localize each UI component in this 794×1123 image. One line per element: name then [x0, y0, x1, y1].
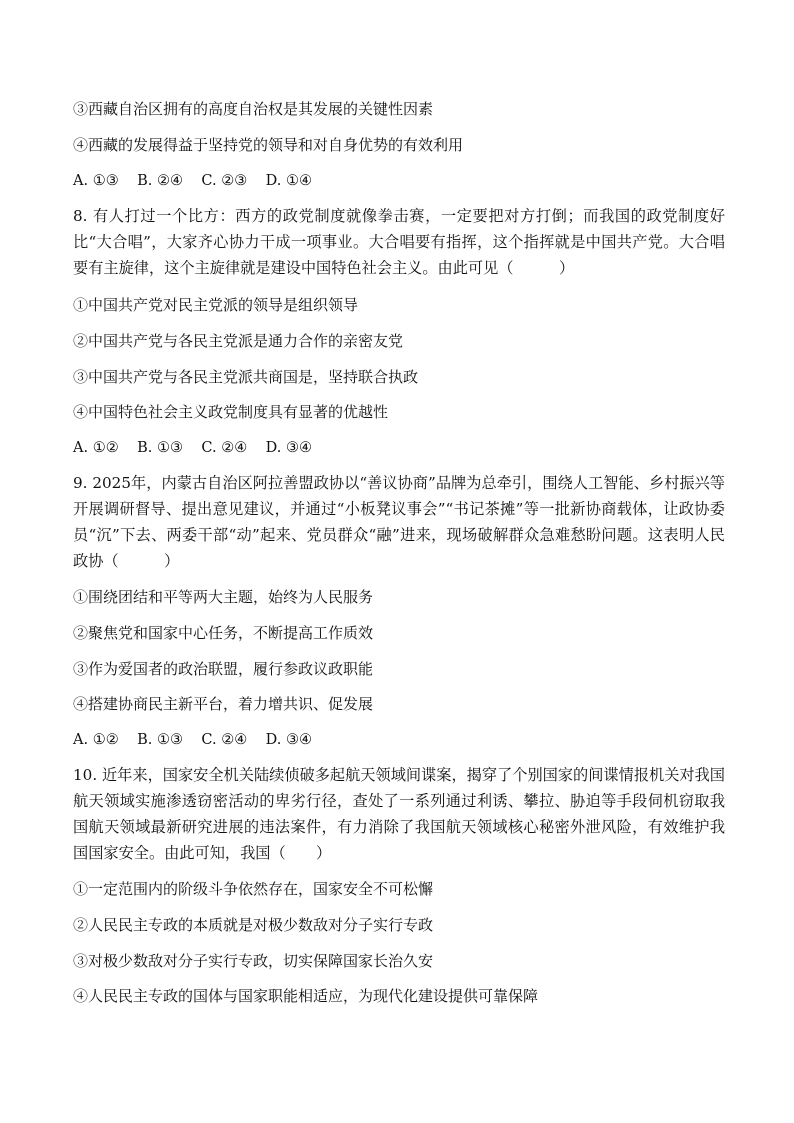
- q9-option-1: ①围绕团结和平等两大主题，始终为人民服务: [73, 588, 374, 606]
- q7-answer-choices: A. ①③ B. ②④ C. ②③ D. ①④: [73, 173, 312, 189]
- q9-answer-choices: A. ①② B. ①③ C. ②④ D. ③④: [73, 732, 312, 748]
- q9-option-2: ②聚焦党和国家中心任务，不断提高工作质效: [73, 624, 374, 642]
- q10-stem: 10. 近年来，国家安全机关陆续侦破多起航天领域间谍案，揭穿了个别国家的间谍情报机关对我国航天领域实施渗透窃密活动的卑劣行径，查处了一系列通过利诱、攀拉、胁迫等手段伺机窃取我国航天领域最新研究进展的违法案件，有力消除了我国航天领域核心秘密外泄风险，有效维护我国国家安全。由此可知，我国（ ）: [73, 766, 725, 862]
- q7-option-4: ④西藏的发展得益于坚持党的领导和对自身优势的有效利用: [73, 136, 464, 154]
- q9-stem: 9. 2025年，内蒙古自治区阿拉善盟政协以“善议协商”品牌为总牵引，围绕人工智能、乡村振兴等开展调研督导、提出意见建议，并通过“小板凳议事会”“书记茶摊”等一批新协商载体，让政协委员“沉”下去、两委干部“动”起来、党员群众“融”进来，现场破解群众急难愁盼问题。这表明人民政协（ ）: [73, 474, 725, 570]
- q10-option-2: ②人民民主专政的本质就是对极少数敌对分子实行专政: [73, 916, 434, 934]
- q8-stem: 8. 有人打过一个比方：西方的政党制度就像拳击赛，一定要把对方打倒；而我国的政党制度好比“大合唱”，大家齐心协力干成一项事业。大合唱要有指挥，这个指挥就是中国共产党。大合唱要有主旋律，这个主旋律就是建设中国特色社会主义。由此可见（ ）: [73, 207, 725, 277]
- q7-option-3: ③西藏自治区拥有的高度自治权是其发展的关键性因素: [73, 100, 434, 118]
- q8-option-2: ②中国共产党与各民主党派是通力合作的亲密友党: [73, 332, 404, 350]
- q9-option-4: ④搭建协商民主新平台，着力增共识、促发展: [73, 695, 374, 713]
- q10-option-4: ④人民民主专政的国体与国家职能相适应，为现代化建设提供可靠保障: [73, 987, 539, 1005]
- q10-option-3: ③对极少数敌对分子实行专政，切实保障国家长治久安: [73, 952, 434, 970]
- q9-option-3: ③作为爱国者的政治联盟，履行参政议政职能: [73, 660, 374, 678]
- q8-option-3: ③中国共产党与各民主党派共商国是，坚持联合执政: [73, 368, 419, 386]
- q8-option-1: ①中国共产党对民主党派的领导是组织领导: [73, 296, 359, 314]
- q8-answer-choices: A. ①② B. ①③ C. ②④ D. ③④: [73, 440, 312, 456]
- q10-option-1: ①一定范围内的阶级斗争依然存在，国家安全不可松懈: [73, 880, 434, 898]
- q8-option-4: ④中国特色社会主义政党制度具有显著的优越性: [73, 403, 389, 421]
